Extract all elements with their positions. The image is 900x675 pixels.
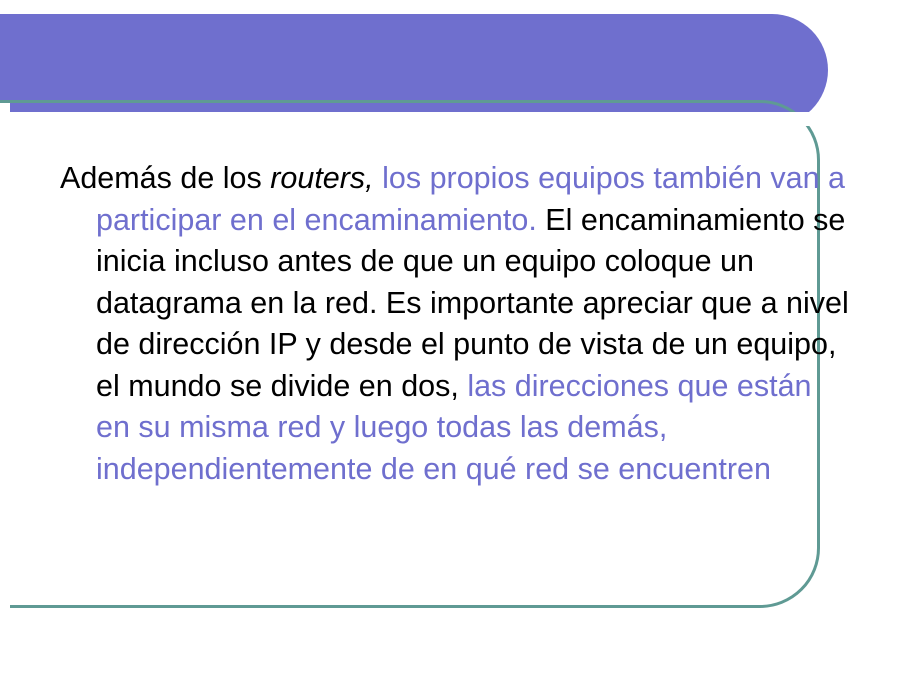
banner-separator [0, 112, 810, 126]
body-segment-plain-2: El encaminamiento se inicia incluso antes de que un equipo coloque un datagrama en la red. Es importante apreciar que a nivel de dirección IP y desde el punto de vista de un equipo, el mundo se divide en dos, [96, 202, 849, 403]
body-paragraph [60, 158, 850, 490]
body-segment-plain-1: Además de los [60, 161, 271, 195]
body-segment-accent-1: los propios equipos también van a participar en el encaminamiento. [96, 161, 845, 237]
frame-left-mask [0, 103, 10, 608]
body-segment-italic-routers: routers, [270, 161, 374, 195]
body-segment-accent-2: las direcciones que están en su misma red y luego todas las demás, independientemente de en qué red se encuentren [96, 368, 812, 486]
